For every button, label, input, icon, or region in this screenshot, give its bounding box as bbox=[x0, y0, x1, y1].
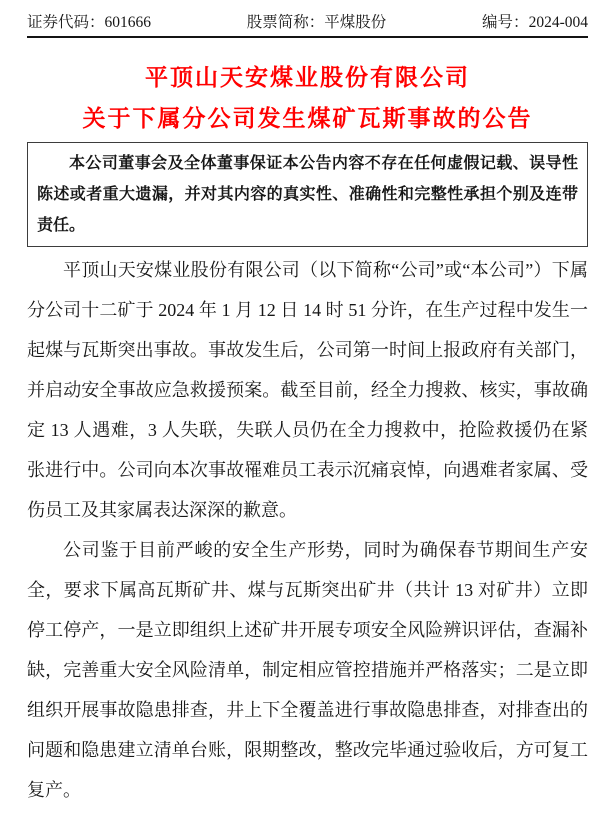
company-name-title: 平顶山天安煤业股份有限公司 bbox=[145, 64, 470, 90]
document-body bbox=[27, 250, 588, 810]
body-paragraph-1: 平顶山天安煤业股份有限公司（以下简称“公司”或“本公司”）下属分公司十二矿于 2024 年 1 月 12 日 14 时 51 分许，在生产过程中发生一起煤与瓦斯突出事故。事故发生后，公司第一时间上报政府有关部门，并启动安全事故应急救援预案。截至目前，经全力搜救、核实，事故确定 13 人遇难，3 人失联，失联人员仍在全力搜救中，抢险救援仍在紧张进行中。公司向本次事故罹难员工表示沉痛哀悼，向遇难者家属、受伤员工及其家属表达深深的歉意。 bbox=[27, 260, 588, 520]
doc-number-value: 2024-004 bbox=[528, 14, 588, 31]
disclaimer-box bbox=[27, 142, 588, 247]
stock-code-value: 601666 bbox=[104, 14, 152, 31]
disclaimer-text: 本公司董事会及全体董事保证本公告内容不存在任何虚假记载、误导性陈述或者重大遗漏，并对其内容的真实性、准确性和完整性承担个别及连带责任。 bbox=[37, 155, 578, 234]
stock-code bbox=[27, 13, 151, 33]
stock-name-label: 股票简称： bbox=[246, 14, 325, 31]
stock-code-label: 证券代码： bbox=[27, 14, 105, 31]
body-paragraph-2: 公司鉴于目前严峻的安全生产形势，同时为确保春节期间生产安全，要求下属高瓦斯矿井、煤与瓦斯突出矿井（共计 13 对矿井）立即停工停产，一是立即组织上述矿井开展专项安全风险辨识评估，查漏补缺，完善重大安全风险清单，制定相应管控措施并严格落实；二是立即组织开展事故隐患排查，井上下全覆盖进行事故隐患排查，对排查出的问题和隐患建立清单台账，限期整改，整改完毕通过验收后，方可复工复产。 bbox=[27, 540, 588, 800]
stock-name bbox=[247, 13, 387, 33]
stock-name-value: 平煤股份 bbox=[324, 14, 387, 31]
announcement-subject-title: 关于下属分公司发生煤矿瓦斯事故的公告 bbox=[82, 105, 533, 131]
document-header bbox=[27, 13, 588, 38]
doc-number-label: 编号： bbox=[482, 14, 529, 31]
doc-number bbox=[482, 13, 588, 33]
